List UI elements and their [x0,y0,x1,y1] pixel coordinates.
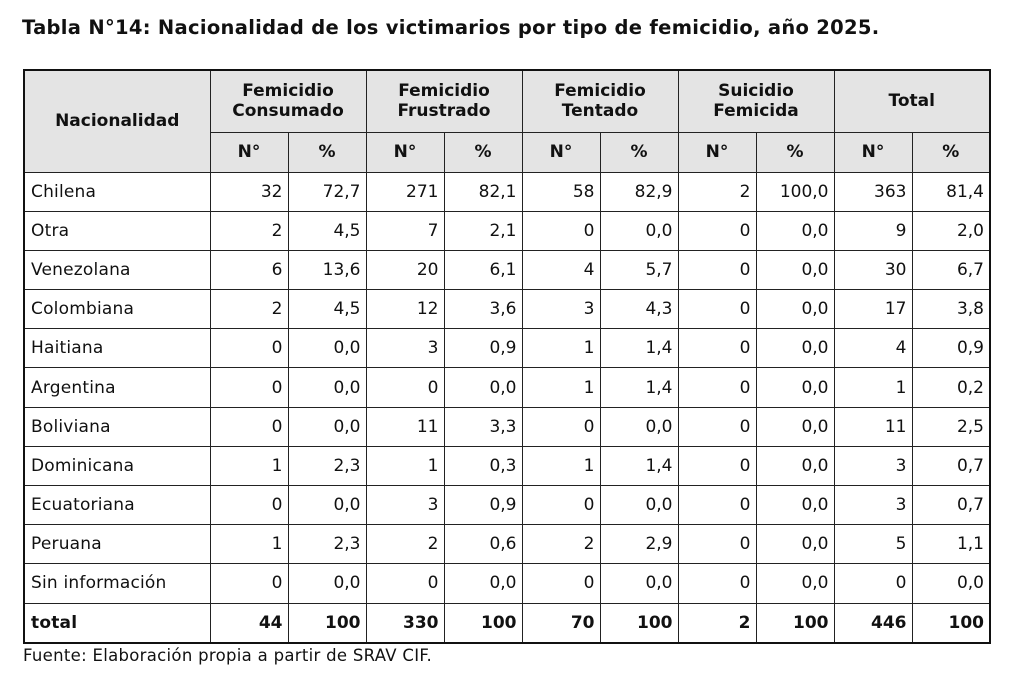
percent-column-header: % [756,132,834,172]
percent-cell: 0,0 [756,368,834,407]
percent-column-header: % [912,132,990,172]
count-cell: 0 [522,486,600,525]
percent-cell: 0,0 [444,564,522,603]
count-cell: 2 [678,603,756,643]
percent-cell: 0,9 [444,329,522,368]
count-cell: 363 [834,172,912,211]
percent-cell: 2,0 [912,211,990,250]
count-cell: 3 [834,486,912,525]
table-row [24,525,990,564]
nationality-label: Venezolana [24,250,210,289]
percent-cell: 2,1 [444,211,522,250]
row-header-cell: Nacionalidad [24,70,210,172]
count-cell: 0 [678,407,756,446]
percent-cell: 3,3 [444,407,522,446]
count-cell: 0 [210,368,288,407]
table-row [24,172,990,211]
percent-cell: 0,0 [756,486,834,525]
count-cell: 0 [210,329,288,368]
percent-cell: 0,0 [756,329,834,368]
count-cell: 7 [366,211,444,250]
percent-cell: 5,7 [600,250,678,289]
count-cell: 2 [210,290,288,329]
nationality-label: Boliviana [24,407,210,446]
count-cell: 1 [522,368,600,407]
percent-cell: 82,1 [444,172,522,211]
percent-cell: 0,0 [756,290,834,329]
count-cell: 0 [678,368,756,407]
source-note: Fuente: Elaboración propia a partir de SRAV CIF. [23,646,433,665]
percent-cell: 3,6 [444,290,522,329]
count-cell: 271 [366,172,444,211]
count-cell: 5 [834,525,912,564]
percent-cell: 1,4 [600,368,678,407]
nationality-label: total [24,603,210,643]
count-cell: 0 [210,564,288,603]
percent-cell: 100 [756,603,834,643]
percent-cell: 0,0 [288,329,366,368]
percent-cell: 6,7 [912,250,990,289]
count-cell: 0 [522,211,600,250]
count-cell: 0 [522,564,600,603]
count-cell: 1 [522,329,600,368]
header-row-groups [24,70,990,132]
count-cell: 2 [678,172,756,211]
percent-column-header: % [600,132,678,172]
table-row [24,250,990,289]
count-cell: 2 [366,525,444,564]
count-cell: 1 [210,446,288,485]
percent-cell: 72,7 [288,172,366,211]
percent-cell: 0,0 [912,564,990,603]
percent-cell: 1,4 [600,446,678,485]
count-cell: 2 [522,525,600,564]
percent-cell: 1,4 [600,329,678,368]
percent-cell: 0,0 [756,446,834,485]
table-title: Tabla N°14: Nacionalidad de los victimarios por tipo de femicidio, año 2025. [22,16,880,39]
percent-cell: 100 [444,603,522,643]
count-cell: 3 [366,486,444,525]
count-cell: 58 [522,172,600,211]
count-cell: 1 [522,446,600,485]
count-cell: 330 [366,603,444,643]
count-cell: 6 [210,250,288,289]
count-cell: 4 [522,250,600,289]
percent-cell: 0,0 [288,486,366,525]
percent-cell: 100 [912,603,990,643]
percent-cell: 0,0 [600,486,678,525]
nationality-label: Ecuatoriana [24,486,210,525]
count-cell: 0 [678,211,756,250]
percent-cell: 0,2 [912,368,990,407]
count-cell: 0 [678,329,756,368]
percent-cell: 0,0 [288,407,366,446]
count-cell: 4 [834,329,912,368]
count-cell: 17 [834,290,912,329]
percent-cell: 0,0 [756,564,834,603]
percent-cell: 0,0 [600,564,678,603]
count-cell: 30 [834,250,912,289]
nationality-label: Argentina [24,368,210,407]
table-row [24,407,990,446]
count-cell: 0 [678,290,756,329]
nationality-table [23,69,991,644]
percent-cell: 0,0 [600,211,678,250]
count-cell: 0 [366,368,444,407]
percent-cell: 81,4 [912,172,990,211]
percent-cell: 0,9 [444,486,522,525]
percent-cell: 100 [288,603,366,643]
percent-cell: 100 [600,603,678,643]
percent-cell: 82,9 [600,172,678,211]
group-header: Femicidio Tentado [522,70,678,132]
table-row [24,446,990,485]
count-cell: 20 [366,250,444,289]
count-cell: 2 [210,211,288,250]
nationality-label: Peruana [24,525,210,564]
percent-cell: 0,7 [912,446,990,485]
count-cell: 0 [522,407,600,446]
count-cell: 44 [210,603,288,643]
count-cell: 3 [834,446,912,485]
nationality-label: Dominicana [24,446,210,485]
count-cell: 0 [678,525,756,564]
nationality-label: Sin información [24,564,210,603]
percent-cell: 2,3 [288,446,366,485]
count-column-header: N° [678,132,756,172]
total-row [24,603,990,643]
count-cell: 1 [834,368,912,407]
percent-cell: 0,9 [912,329,990,368]
percent-cell: 0,6 [444,525,522,564]
percent-cell: 1,1 [912,525,990,564]
percent-cell: 0,0 [600,407,678,446]
count-cell: 3 [366,329,444,368]
percent-cell: 0,0 [756,407,834,446]
percent-column-header: % [288,132,366,172]
percent-cell: 0,0 [756,250,834,289]
count-cell: 9 [834,211,912,250]
count-cell: 1 [366,446,444,485]
percent-cell: 0,0 [288,564,366,603]
group-header: Femicidio Frustrado [366,70,522,132]
count-cell: 32 [210,172,288,211]
percent-cell: 100,0 [756,172,834,211]
count-column-header: N° [522,132,600,172]
percent-cell: 0,0 [756,525,834,564]
count-column-header: N° [834,132,912,172]
count-cell: 0 [210,486,288,525]
group-header: Total [834,70,990,132]
percent-cell: 0,7 [912,486,990,525]
count-cell: 3 [522,290,600,329]
count-cell: 0 [210,407,288,446]
percent-cell: 0,3 [444,446,522,485]
count-cell: 11 [366,407,444,446]
nationality-label: Colombiana [24,290,210,329]
table-row [24,486,990,525]
percent-cell: 4,5 [288,290,366,329]
count-cell: 0 [366,564,444,603]
table-row [24,329,990,368]
count-cell: 446 [834,603,912,643]
percent-cell: 0,0 [444,368,522,407]
count-column-header: N° [210,132,288,172]
percent-cell: 2,3 [288,525,366,564]
count-cell: 12 [366,290,444,329]
group-header: Femicidio Consumado [210,70,366,132]
percent-cell: 4,3 [600,290,678,329]
percent-cell: 2,5 [912,407,990,446]
table-row [24,564,990,603]
count-cell: 70 [522,603,600,643]
nationality-label: Chilena [24,172,210,211]
percent-cell: 13,6 [288,250,366,289]
table-row [24,290,990,329]
count-cell: 1 [210,525,288,564]
percent-cell: 0,0 [288,368,366,407]
count-column-header: N° [366,132,444,172]
percent-cell: 0,0 [756,211,834,250]
count-cell: 0 [834,564,912,603]
percent-column-header: % [444,132,522,172]
percent-cell: 6,1 [444,250,522,289]
nationality-label: Otra [24,211,210,250]
percent-cell: 3,8 [912,290,990,329]
table-row [24,368,990,407]
count-cell: 0 [678,250,756,289]
table-row [24,211,990,250]
group-header: Suicidio Femicida [678,70,834,132]
percent-cell: 4,5 [288,211,366,250]
count-cell: 0 [678,486,756,525]
nationality-label: Haitiana [24,329,210,368]
count-cell: 11 [834,407,912,446]
percent-cell: 2,9 [600,525,678,564]
count-cell: 0 [678,446,756,485]
table-body [24,172,990,643]
count-cell: 0 [678,564,756,603]
